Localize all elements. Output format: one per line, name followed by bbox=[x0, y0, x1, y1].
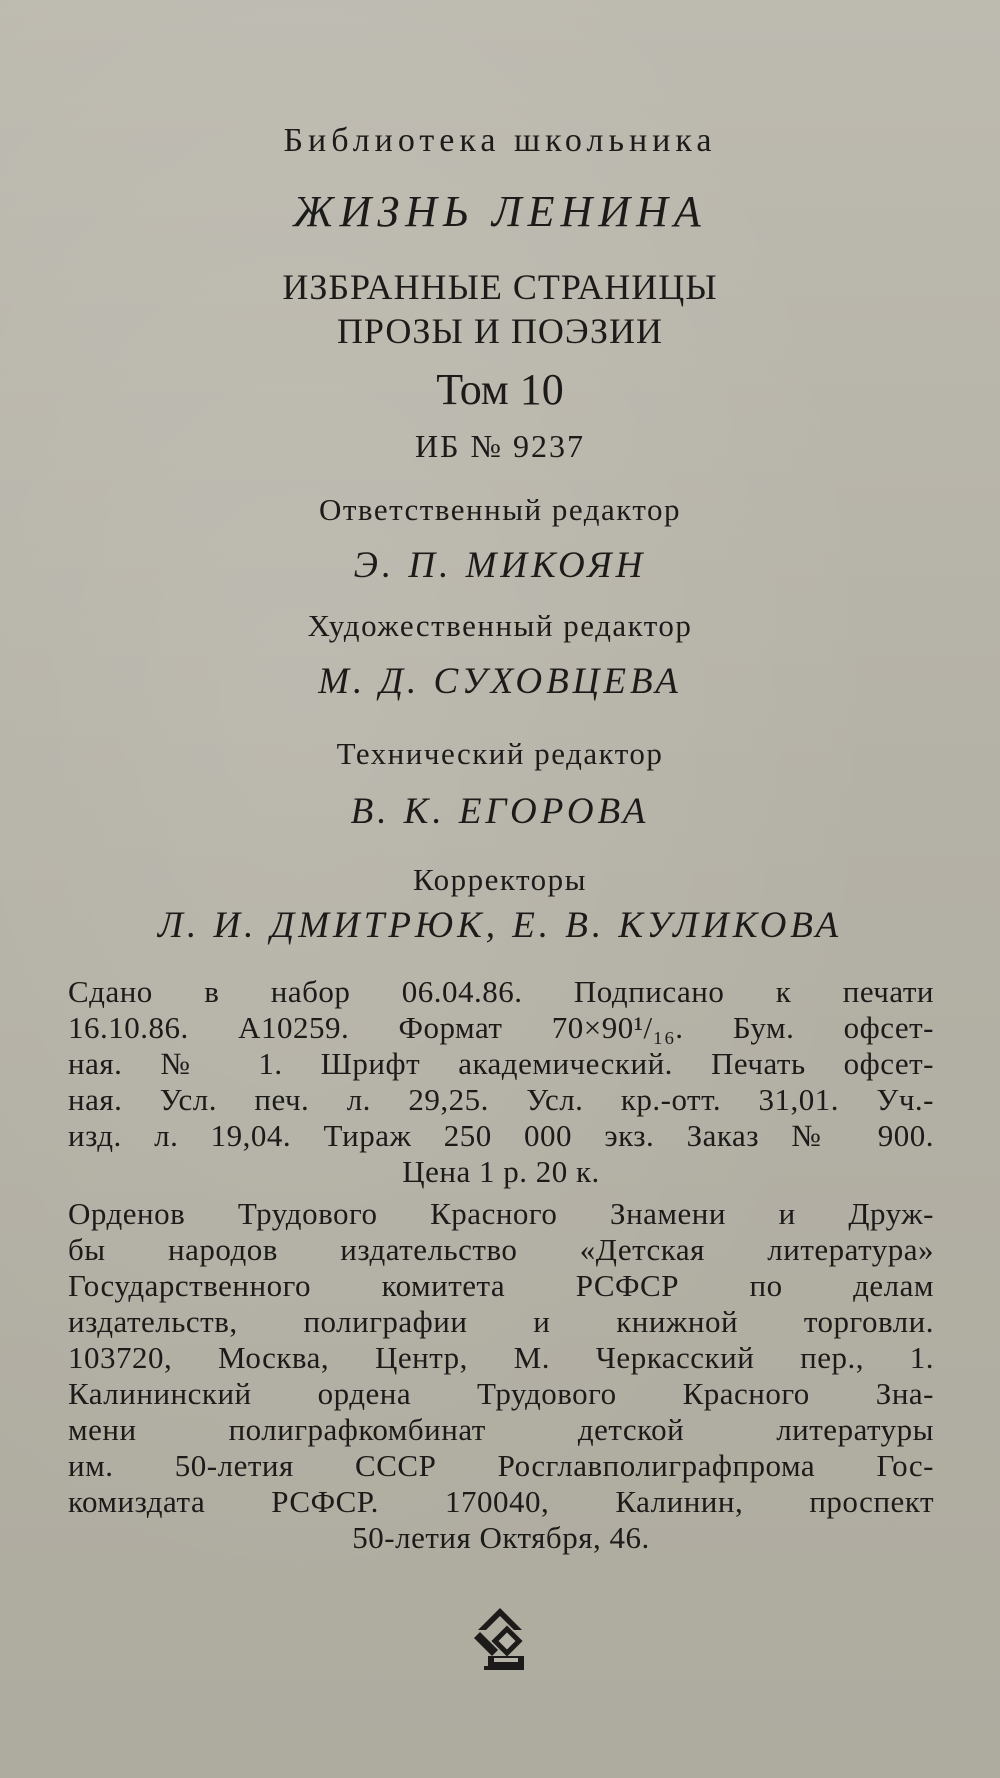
publisher-details-line: 103720, Москва, Центр, М. Черкасский пер., 1. bbox=[68, 1340, 934, 1375]
print-details-line: изд. л. 19,04. Тираж 250 000 экз. Заказ № 900. bbox=[68, 1118, 934, 1153]
publisher-details-line: Государственного комитета РСФСР по делам bbox=[68, 1268, 934, 1303]
publisher-details-line: издательств, полиграфии и книжной торговли. bbox=[68, 1304, 934, 1339]
publisher-emblem-icon bbox=[470, 1600, 530, 1672]
credit-name-art-editor: М. Д. СУХОВЦЕВА bbox=[318, 661, 682, 702]
publisher-details-line: Калининский ордена Трудового Красного Зна- bbox=[68, 1376, 934, 1411]
print-details-line: Сдано в набор 06.04.86. Подписано к печати bbox=[68, 974, 934, 1009]
credit-role-art-editor: Художественный редактор bbox=[307, 608, 693, 643]
credit-name-technical-editor: В. К. ЕГОРОВА bbox=[350, 791, 650, 832]
credit-role-proofreaders: Корректоры bbox=[412, 862, 587, 897]
publisher-details-line: бы народов издательство «Детская литература» bbox=[68, 1232, 934, 1267]
publisher-details-line: комиздата РСФСР. 170040, Калинин, проспект bbox=[68, 1484, 934, 1519]
credit-name-responsible-editor: Э. П. МИКОЯН bbox=[353, 545, 647, 586]
publisher-details-line: Орденов Трудового Красного Знамени и Друж- bbox=[68, 1196, 934, 1231]
subtitle-line-1: ИЗБРАННЫЕ СТРАНИЦЫ bbox=[282, 267, 718, 307]
price: Цена 1 р. 20 к. bbox=[402, 1154, 600, 1189]
volume-number: Том 10 bbox=[436, 365, 564, 414]
credit-role-responsible-editor: Ответственный редактор bbox=[318, 492, 682, 527]
print-details-line: 16.10.86. А10259. Формат 70×90¹/₁₆. Бум. офсет- bbox=[68, 1010, 934, 1045]
book-title: ЖИЗНЬ ЛЕНИНА bbox=[293, 187, 707, 236]
print-details-line: ная. Усл. печ. л. 29,25. Усл. кр.-отт. 31,01. Уч.- bbox=[68, 1082, 934, 1117]
subtitle-line-2: ПРОЗЫ И ПОЭЗИИ bbox=[336, 311, 664, 351]
publisher-address-last-line: 50-летия Октября, 46. bbox=[352, 1520, 650, 1555]
ib-number: ИБ № 9237 bbox=[414, 428, 585, 464]
print-details-line: ная. № 1. Шрифт академический. Печать офсет- bbox=[68, 1046, 934, 1081]
publisher-details-line: им. 50-летия СССР Росглавполиграфпрома Гос- bbox=[68, 1448, 934, 1483]
series-name: Библиотека школьника bbox=[283, 122, 717, 159]
publisher-details-line: мени полиграфкомбинат детской литературы bbox=[68, 1412, 934, 1447]
credit-name-proofreaders: Л. И. ДМИТРЮК, Е. В. КУЛИКОВА bbox=[157, 905, 843, 946]
credit-role-technical-editor: Технический редактор bbox=[336, 736, 664, 771]
